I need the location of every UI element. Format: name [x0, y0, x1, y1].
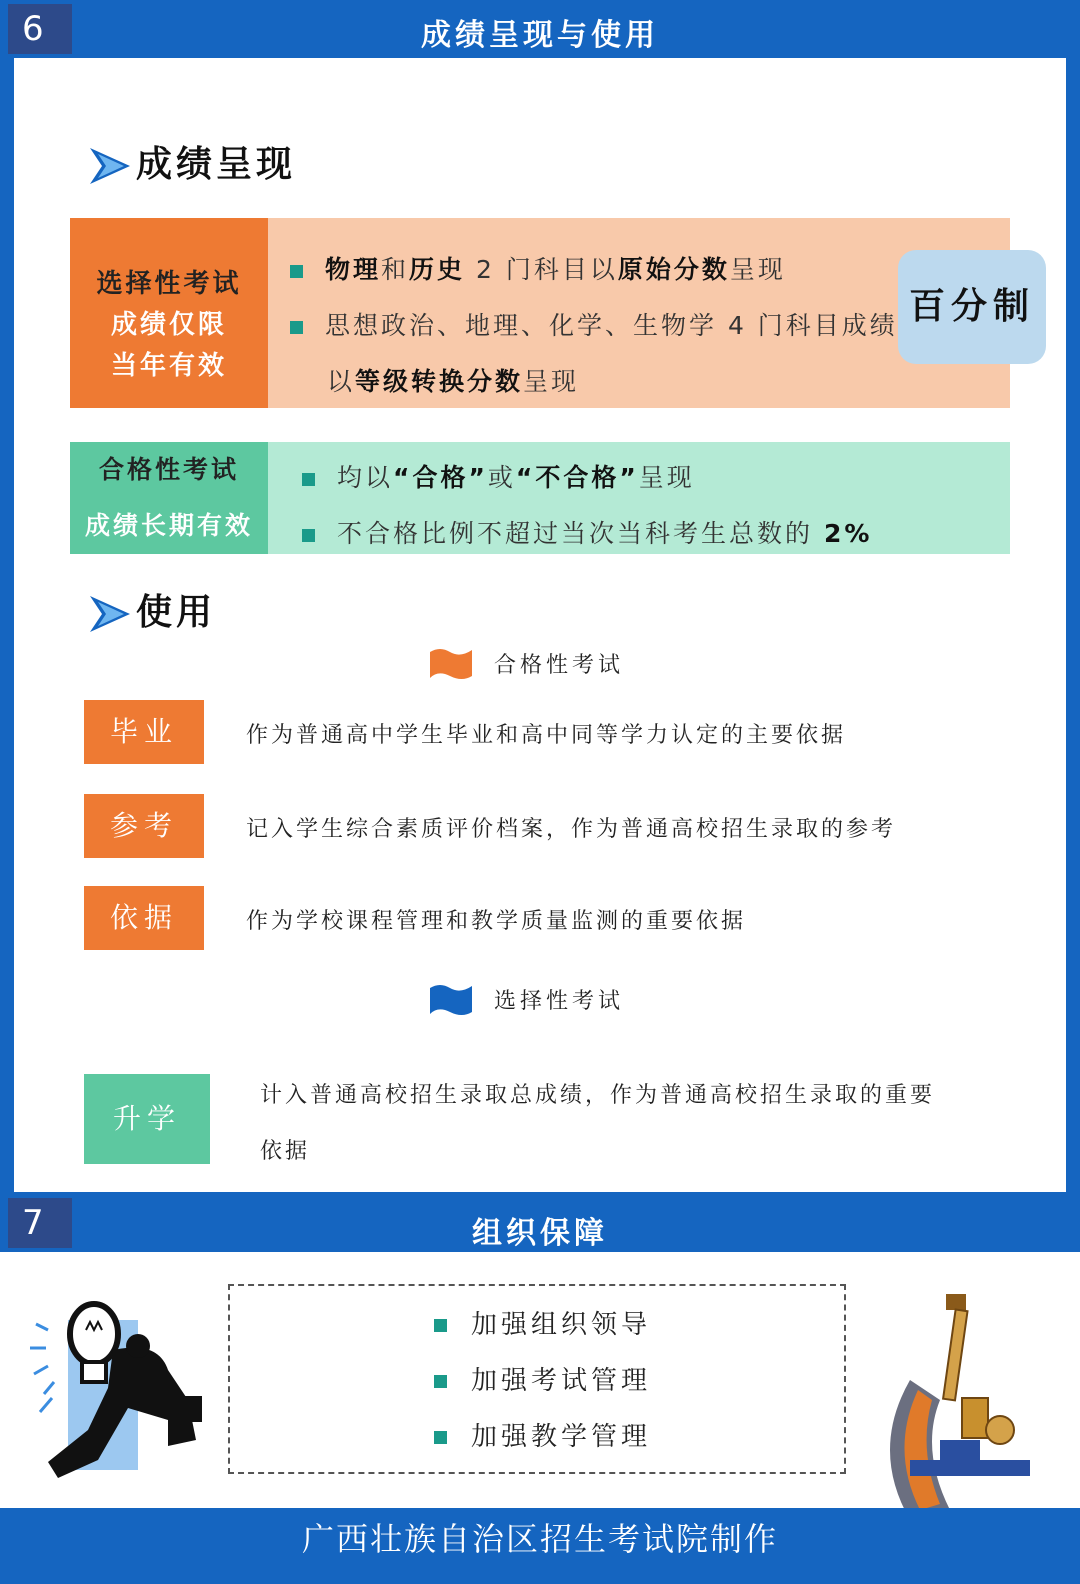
selective-label: 选择性考试 成绩仅限 当年有效 — [70, 218, 268, 408]
organization-item: 加强教学管理 — [434, 1416, 651, 1453]
orange-flag-icon — [428, 646, 474, 682]
qualifying-item-2: 不合格比例不超过当次当科考生总数的 2% — [302, 514, 872, 550]
blue-flag-icon — [428, 982, 474, 1018]
lightbulb-person-icon — [18, 1290, 218, 1490]
selective-flag-label: 选择性考试 — [494, 989, 625, 1014]
chevron-right-icon — [88, 594, 132, 634]
use-tag-admission: 升学 — [84, 1074, 210, 1164]
square-bullet-icon — [434, 1375, 447, 1388]
selective-item-1: 物理和历史 2 门科目以原始分数呈现 — [290, 250, 786, 286]
footer-credit: 广西壮族自治区招生考试院制作 — [0, 1508, 1080, 1584]
square-bullet-icon — [302, 473, 315, 486]
use-desc-basis: 作为学校课程管理和教学质量监测的重要依据 — [246, 909, 747, 934]
use-desc-admission-1: 计入普通高校招生录取总成绩，作为普通高校招生录取的重要 — [260, 1083, 936, 1108]
qualifying-flag-label: 合格性考试 — [494, 653, 625, 678]
use-desc-admission-2: 依据 — [260, 1139, 311, 1164]
selective-item-2-cont: 以等级转换分数呈现 — [327, 367, 580, 396]
use-tag-reference: 参考 — [84, 794, 204, 858]
use-desc-graduation: 作为普通高中学生毕业和高中同等学力认定的主要依据 — [246, 723, 847, 748]
square-bullet-icon — [302, 529, 315, 542]
chevron-right-icon — [88, 146, 132, 186]
selective-item-2: 思想政治、地理、化学、生物学 4 门科目成绩 — [290, 306, 898, 342]
section6-number: 6 — [8, 4, 72, 54]
section7-title: 组织保障 — [472, 1216, 608, 1251]
section7-number: 7 — [8, 1198, 72, 1248]
square-bullet-icon — [434, 1319, 447, 1332]
section6-header — [0, 0, 1080, 58]
organization-item: 加强组织领导 — [434, 1304, 651, 1341]
usage-heading: 使用 — [88, 584, 216, 635]
use-desc-reference: 记入学生综合素质评价档案，作为普通高校招生录取的参考 — [246, 817, 897, 842]
square-bullet-icon — [434, 1431, 447, 1444]
organization-item: 加强考试管理 — [434, 1360, 651, 1397]
square-bullet-icon — [290, 321, 303, 334]
section7-header — [0, 1192, 1080, 1252]
qualifying-label: 合格性考试 成绩长期有效 — [70, 442, 268, 554]
section6-title: 成绩呈现与使用 — [421, 18, 659, 53]
presentation-heading: 成绩呈现 — [88, 136, 296, 187]
use-tag-graduation: 毕业 — [84, 700, 204, 764]
square-bullet-icon — [290, 265, 303, 278]
qualifying-item-1: 均以“合格”或“不合格”呈现 — [302, 458, 695, 494]
percentage-badge: 百分制 — [898, 250, 1046, 364]
use-tag-basis: 依据 — [84, 886, 204, 950]
